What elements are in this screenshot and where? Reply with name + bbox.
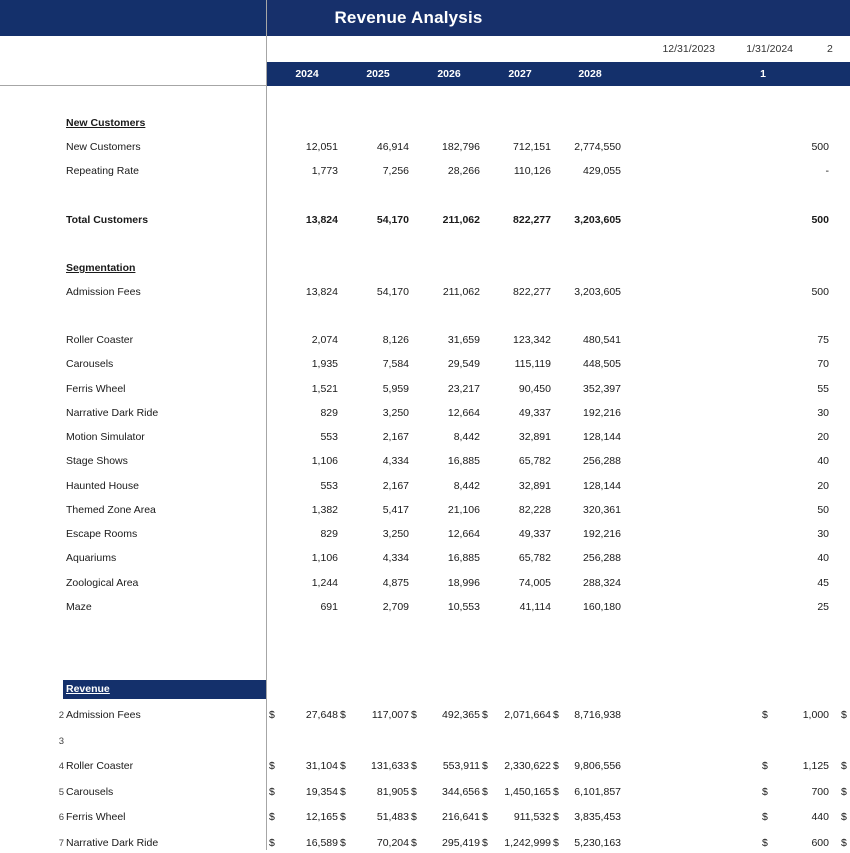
currency-symbol: $ [482, 785, 488, 798]
currency-symbol: $ [269, 785, 275, 798]
col-header-2027: 2027 [508, 68, 532, 80]
table-row [0, 211, 850, 230]
table-row [0, 757, 850, 776]
row-label-total-customers: Total Customers [66, 214, 149, 226]
cell-value: 46,914 [376, 141, 409, 153]
row-label-ferris-wheel: Ferris Wheel [66, 382, 126, 395]
cell-value: 110,126 [513, 165, 551, 177]
cell-value: 1,773 [311, 165, 338, 177]
cell-value: 429,055 [583, 165, 621, 177]
row-label-revenue-carousels: Carousels [66, 785, 114, 798]
cell-value: 216,641 [442, 811, 480, 823]
cell-value: 12,051 [305, 141, 338, 153]
date-header-row [267, 36, 850, 62]
cell-value: 82,228 [518, 503, 551, 516]
cell-value-month: 30 [817, 406, 829, 419]
cell-value: 5,959 [382, 382, 409, 395]
cell-value: 115,119 [514, 358, 551, 371]
cell-value-month: 1,000 [802, 709, 829, 721]
row-label-revenue-ferris-wheel: Ferris Wheel [66, 811, 126, 823]
cell-value-month: 70 [817, 358, 829, 371]
currency-symbol: $ [482, 709, 488, 721]
cell-value: 13,824 [305, 286, 338, 298]
currency-symbol: $ [269, 836, 275, 849]
cell-value: 31,659 [447, 334, 480, 346]
currency-symbol: $ [482, 760, 488, 772]
cell-value-month: 30 [817, 528, 829, 540]
cell-value: 9,806,556 [574, 760, 621, 772]
cell-value-month: 600 [811, 836, 829, 849]
cell-value: 5,230,163 [574, 836, 621, 849]
cell-value: 182,796 [442, 141, 480, 153]
cell-value: 16,589 [305, 836, 338, 849]
row-label-motion-simulator: Motion Simulator [66, 431, 145, 443]
cell-value: 1,106 [311, 455, 338, 468]
cell-value-month: 75 [817, 334, 829, 346]
cell-value: 288,324 [583, 576, 621, 589]
cell-value: 65,782 [518, 552, 551, 565]
cell-value: 822,277 [513, 214, 551, 226]
cell-value-month: 500 [811, 214, 829, 226]
table-row [0, 380, 850, 399]
cell-value: 74,005 [518, 576, 551, 589]
table-row [0, 598, 850, 617]
table-row [0, 549, 850, 568]
currency-symbol: $ [482, 836, 488, 849]
cell-value: 492,365 [442, 709, 480, 721]
currency-symbol: $ [482, 811, 488, 823]
cell-value: 8,716,938 [574, 709, 621, 721]
row-label-haunted-house: Haunted House [66, 479, 139, 492]
row-label-new-customers: New Customers [66, 141, 141, 153]
currency-symbol: $ [340, 709, 346, 721]
cell-value-month: 20 [817, 479, 829, 492]
cell-value: 192,216 [583, 406, 621, 419]
row-label-narrative-dark-ride: Narrative Dark Ride [66, 406, 159, 419]
currency-symbol: $ [411, 709, 417, 721]
cell-value: 70,204 [376, 836, 409, 849]
table-row [0, 706, 850, 725]
page-title: Revenue Analysis [334, 8, 483, 27]
cell-value: 3,835,453 [574, 811, 621, 823]
row-label-carousels: Carousels [66, 358, 114, 371]
cell-value: 12,165 [305, 811, 338, 823]
col-header-2026: 2026 [437, 68, 461, 80]
cell-value: 2,709 [382, 600, 409, 613]
cell-value: 1,382 [311, 503, 338, 516]
cell-value: 8,442 [453, 431, 480, 443]
cell-value-month: 500 [811, 286, 829, 298]
table-row [0, 355, 850, 374]
cell-value: 712,151 [513, 141, 551, 153]
cell-value: 7,584 [382, 358, 409, 371]
cell-value: 3,250 [382, 528, 409, 540]
currency-symbol: $ [553, 836, 559, 849]
cell-value: 211,062 [442, 214, 480, 226]
cell-value: 1,935 [311, 358, 338, 371]
cell-value: 81,905 [376, 785, 409, 798]
table-row [0, 428, 850, 447]
cell-value: 16,885 [447, 552, 480, 565]
currency-symbol: $ [553, 709, 559, 721]
cell-value: 32,891 [518, 431, 551, 443]
row-label-revenue-narrative-dark-ride: Narrative Dark Ride [66, 836, 159, 849]
cell-value: 553 [320, 479, 338, 492]
cell-value: 256,288 [583, 455, 621, 468]
cell-value: 4,334 [382, 455, 409, 468]
col-header-2024: 2024 [295, 68, 319, 80]
cell-value: 829 [320, 528, 338, 540]
cell-value: 344,656 [442, 785, 480, 798]
row-label-aquariums: Aquariums [66, 552, 117, 565]
row-number: 5 [58, 786, 64, 798]
cell-value: 28,266 [447, 165, 480, 177]
cell-value-month: 500 [811, 141, 829, 153]
title-band-left [0, 0, 267, 36]
cell-value-month: - [825, 165, 829, 177]
currency-symbol: $ [340, 785, 346, 798]
section-heading-segmentation: Segmentation [66, 262, 136, 274]
cell-value: 13,824 [305, 214, 338, 226]
table-row [0, 114, 850, 133]
cell-value: 691 [320, 600, 338, 613]
currency-symbol: $ [841, 836, 847, 849]
table-row [0, 680, 850, 699]
cell-value: 1,242,999 [504, 836, 551, 849]
cell-value: 1,450,165 [504, 785, 551, 798]
cell-value: 128,144 [583, 431, 621, 443]
table-row [0, 732, 850, 751]
date-cell-0: 12/31/2023 [662, 43, 715, 55]
cell-value: 2,167 [382, 479, 409, 492]
cell-value: 51,483 [376, 811, 409, 823]
cell-value-month: 40 [817, 455, 829, 468]
currency-symbol: $ [269, 811, 275, 823]
row-label-zoological-area: Zoological Area [66, 576, 139, 589]
cell-value: 480,541 [583, 334, 621, 346]
cell-value: 19,354 [305, 785, 338, 798]
row-label-stage-shows: Stage Shows [66, 455, 128, 468]
cell-value: 822,277 [513, 286, 551, 298]
cell-value: 911,532 [513, 811, 551, 823]
row-label-repeating-rate: Repeating Rate [66, 165, 139, 177]
cell-value: 2,074 [311, 334, 338, 346]
row-label-maze: Maze [66, 600, 92, 613]
cell-value: 4,334 [382, 552, 409, 565]
cell-value: 54,170 [376, 214, 409, 226]
cell-value-month: 700 [811, 785, 829, 798]
cell-value: 12,664 [447, 406, 480, 419]
cell-value: 320,361 [583, 503, 621, 516]
currency-symbol: $ [841, 709, 847, 721]
currency-symbol: $ [340, 811, 346, 823]
row-label-revenue-roller-coaster: Roller Coaster [66, 760, 134, 772]
cell-value: 1,244 [311, 576, 338, 589]
cell-value: 256,288 [583, 552, 621, 565]
cell-value: 32,891 [518, 479, 551, 492]
cell-value: 8,442 [453, 479, 480, 492]
row-label-roller-coaster: Roller Coaster [66, 334, 134, 346]
cell-value: 1,521 [311, 382, 338, 395]
cell-value-month: 45 [817, 576, 829, 589]
cell-value: 2,330,622 [504, 760, 551, 772]
cell-value: 6,101,857 [574, 785, 621, 798]
table-row [0, 259, 850, 278]
currency-symbol: $ [340, 836, 346, 849]
cell-value: 54,170 [376, 286, 409, 298]
currency-symbol: $ [269, 709, 275, 721]
cell-value: 829 [320, 406, 338, 419]
col-header-2025: 2025 [366, 68, 390, 80]
table-row [0, 783, 850, 802]
cell-value: 41,114 [519, 600, 551, 613]
table-row [0, 525, 850, 544]
date-cell-1: 1/31/2024 [746, 43, 793, 55]
cell-value: 128,144 [583, 479, 621, 492]
cell-value: 27,648 [305, 709, 338, 721]
cell-value: 12,664 [447, 528, 480, 540]
cell-value: 123,342 [513, 334, 551, 346]
cell-value: 16,885 [447, 455, 480, 468]
col-header-month-1: 1 [760, 68, 766, 80]
section-heading-revenue: Revenue [66, 683, 110, 695]
cell-value: 18,996 [447, 576, 480, 589]
frozen-pane-hline [0, 85, 266, 86]
cell-value: 211,062 [442, 286, 480, 298]
cell-value: 10,553 [447, 600, 480, 613]
row-label-admission-fees: Admission Fees [66, 286, 141, 298]
currency-symbol: $ [411, 760, 417, 772]
cell-value: 352,397 [583, 382, 621, 395]
table-row [0, 162, 850, 181]
cell-value: 5,417 [382, 503, 409, 516]
cell-value: 49,337 [518, 406, 551, 419]
currency-symbol: $ [340, 760, 346, 772]
currency-symbol: $ [762, 836, 768, 849]
table-row [0, 331, 850, 350]
cell-value: 131,633 [371, 760, 409, 772]
cell-value: 192,216 [583, 528, 621, 540]
cell-value: 160,180 [583, 600, 621, 613]
currency-symbol: $ [553, 785, 559, 798]
currency-symbol: $ [762, 760, 768, 772]
cell-value: 65,782 [518, 455, 551, 468]
cell-value: 553,911 [442, 760, 480, 772]
date-cell-2: 2 [827, 43, 833, 55]
row-label-escape-rooms: Escape Rooms [66, 528, 138, 540]
currency-symbol: $ [841, 760, 847, 772]
currency-symbol: $ [553, 760, 559, 772]
cell-value: 553 [320, 431, 338, 443]
row-number: 7 [58, 837, 64, 849]
cell-value: 2,071,664 [504, 709, 551, 721]
cell-value-month: 40 [817, 552, 829, 565]
cell-value: 23,217 [447, 382, 480, 395]
row-number: 4 [58, 761, 64, 772]
cell-value: 1,106 [311, 552, 338, 565]
col-header-2028: 2028 [578, 68, 602, 80]
currency-symbol: $ [553, 811, 559, 823]
cell-value-month: 20 [817, 431, 829, 443]
cell-value-month: 55 [817, 382, 829, 395]
currency-symbol: $ [841, 785, 847, 798]
cell-value: 21,106 [447, 503, 480, 516]
currency-symbol: $ [762, 709, 768, 721]
cell-value: 3,203,605 [574, 214, 621, 226]
row-number: 2 [58, 710, 64, 721]
cell-value: 117,007 [371, 709, 409, 721]
currency-symbol: $ [762, 785, 768, 798]
cell-value-month: 50 [817, 503, 829, 516]
table-row [0, 574, 850, 593]
section-heading-new-customers: New Customers [66, 117, 146, 129]
table-row [0, 452, 850, 471]
cell-value: 31,104 [305, 760, 338, 772]
frozen-pane-vline [266, 0, 267, 850]
cell-value: 448,505 [583, 358, 621, 371]
cell-value-month: 25 [817, 600, 829, 613]
row-number: 3 [58, 735, 64, 747]
currency-symbol: $ [411, 836, 417, 849]
currency-symbol: $ [411, 785, 417, 798]
table-row [0, 477, 850, 496]
table-row [0, 808, 850, 827]
row-label-revenue-admission-fees: Admission Fees [66, 709, 141, 721]
cell-value-month: 440 [811, 811, 829, 823]
cell-value: 3,250 [382, 406, 409, 419]
table-row [0, 283, 850, 302]
table-row [0, 138, 850, 157]
currency-symbol: $ [841, 811, 847, 823]
table-row [0, 501, 850, 520]
currency-symbol: $ [411, 811, 417, 823]
table-row [0, 404, 850, 423]
cell-value: 2,774,550 [574, 141, 621, 153]
cell-value: 7,256 [382, 165, 409, 177]
cell-value: 295,419 [442, 836, 480, 849]
cell-value: 29,549 [447, 358, 480, 371]
cell-value: 49,337 [518, 528, 551, 540]
currency-symbol: $ [762, 811, 768, 823]
row-number: 6 [58, 812, 64, 823]
cell-value: 3,203,605 [574, 286, 621, 298]
cell-value: 90,450 [518, 382, 551, 395]
cell-value: 8,126 [382, 334, 409, 346]
currency-symbol: $ [269, 760, 275, 772]
cell-value-month: 1,125 [802, 760, 829, 772]
row-label-themed-zone-area: Themed Zone Area [66, 503, 156, 516]
cell-value: 4,875 [382, 576, 409, 589]
cell-value: 2,167 [382, 431, 409, 443]
year-header-row [267, 62, 850, 86]
